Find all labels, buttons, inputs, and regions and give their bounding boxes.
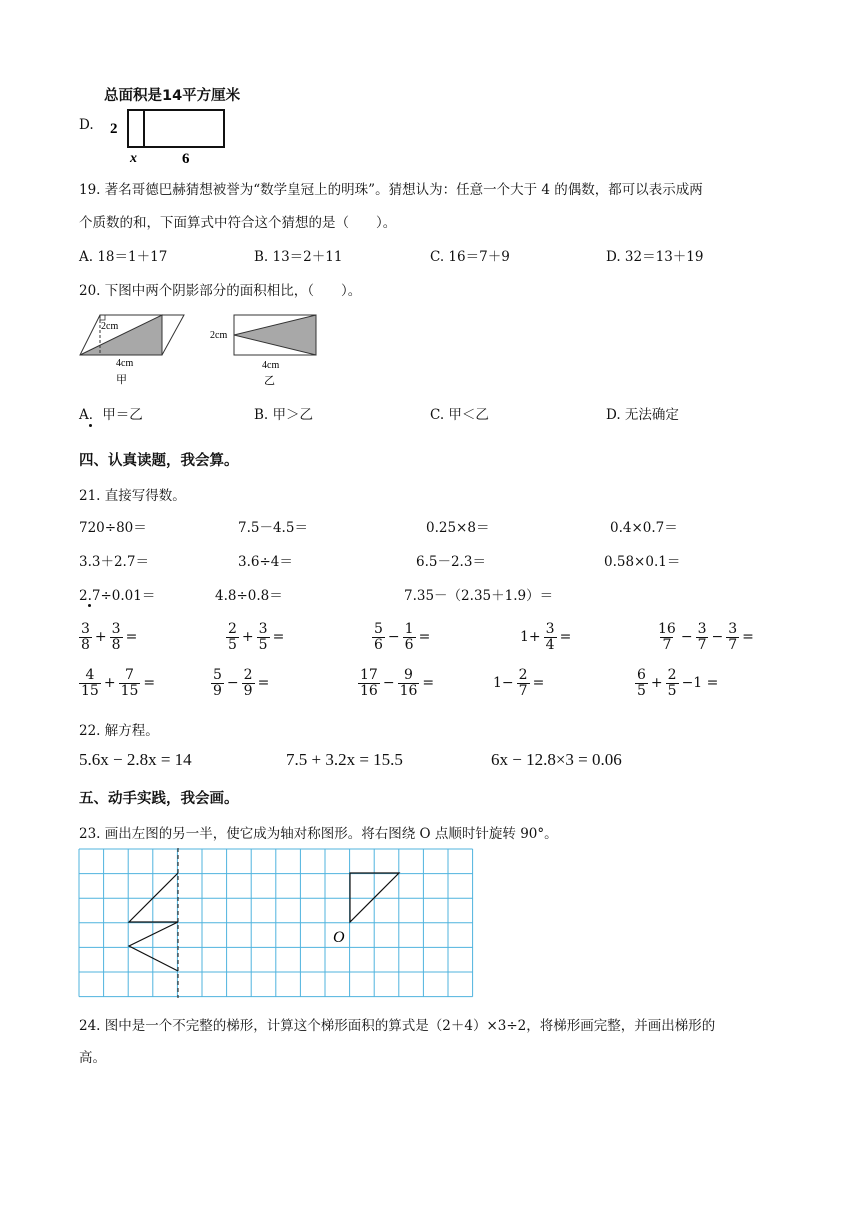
calc-item: 6.5－2.3＝	[416, 554, 486, 570]
drawing-grid	[78, 848, 474, 1000]
question-21-title: 21. 直接写得数。	[79, 488, 186, 504]
question-20: 20. 下图中两个阴影部分的面积相比，（ ）。	[79, 283, 362, 299]
question-23: 23. 画出左图的另一半，使它成为轴对称图形。将右图绕 O 点顺时针旋转 90°。	[79, 826, 558, 842]
fraction-expr: $\frac{16}{7}$ − $\frac{3}{7}$ − $\frac{3}{7}$ =	[658, 621, 754, 653]
figure-caption: 总面积是14平方厘米	[104, 88, 241, 104]
point-o-label: O	[333, 929, 345, 946]
x-label: x	[130, 151, 137, 166]
calc-item: 0.4×0.7＝	[610, 520, 678, 536]
calc-item: 0.58×0.1＝	[604, 554, 681, 570]
calc-item: 3.3＋2.7＝	[79, 554, 149, 570]
fraction-expr: $\frac{2}{5}$ + $\frac{3}{5}$ =	[228, 621, 285, 653]
section-title: 五、动手实践，我会画。	[79, 791, 239, 807]
option-a: A. 18＝1＋17	[79, 249, 168, 265]
fraction-expr: $\frac{6}{5}$ + $\frac{2}{5}$ −1 =	[637, 667, 719, 699]
question-24-line2: 高。	[79, 1050, 106, 1066]
calc-item: 4.8÷0.8＝	[215, 588, 283, 604]
option-letter: D.	[79, 117, 94, 133]
calc-item: 7.5－4.5＝	[238, 520, 308, 536]
fig2-base-label: 4cm	[262, 360, 280, 371]
fig1-base-label: 4cm	[116, 358, 134, 369]
question-24-line1: 24. 图中是一个不完整的梯形，计算这个梯形面积的算式是（2＋4）×3÷2，将梯形画完整，并画出梯形的	[79, 1018, 716, 1034]
fraction-expr: 1− $\frac{2}{7}$ =	[493, 667, 545, 699]
option-a: A．甲＝乙	[79, 407, 143, 423]
calc-item: 0.25×8＝	[426, 520, 490, 536]
fraction-expr: $\frac{5}{9}$ − $\frac{2}{9}$ =	[213, 667, 270, 699]
equation: 6x − 12.8×3 = 0.06	[491, 750, 622, 769]
section-title: 四、认真读题，我会算。	[79, 453, 239, 469]
calc-item: 2.7÷0.01＝	[79, 588, 156, 604]
fig2-height-label: 2cm	[210, 330, 228, 341]
calc-item: 720÷80＝	[79, 520, 147, 536]
option-b: B. 13＝2＋11	[254, 249, 343, 265]
fig1-height-label: 2cm	[101, 321, 119, 332]
question-19-line2: 个质数的和，下面算式中符合这个猜想的是（ ）。	[79, 215, 397, 231]
shaded-figures	[78, 310, 348, 390]
option-c: C. 甲＜乙	[430, 407, 489, 423]
option-b: B. 甲＞乙	[254, 407, 314, 423]
fig2-name: 乙	[264, 375, 275, 387]
option-c: C. 16＝7＋9	[430, 249, 510, 265]
bottom-label: 6	[182, 151, 190, 167]
calc-item: 3.6÷4＝	[238, 554, 293, 570]
fraction-expr: $\frac{3}{8}$ + $\frac{3}{8}$ =	[81, 621, 138, 653]
rectangle-figure	[100, 105, 240, 167]
fraction-expr: $\frac{5}{6}$ − $\frac{1}{6}$ =	[374, 621, 431, 653]
side-label: 2	[110, 121, 118, 137]
question-19-line1: 19. 著名哥德巴赫猜想被誉为“数学皇冠上的明珠”。猜想认为：任意一个大于 4 的偶数，都可以表示成两	[79, 182, 703, 198]
equation: 7.5 + 3.2x = 15.5	[286, 750, 403, 769]
fig1-name: 甲	[116, 374, 127, 386]
option-d: D. 32＝13＋19	[606, 249, 704, 265]
question-22-title: 22. 解方程。	[79, 723, 159, 739]
fraction-expr: $\frac{17}{16}$ − $\frac{9}{16}$ =	[360, 667, 435, 699]
calc-item: 7.35－（2.35＋1.9）＝	[404, 588, 554, 604]
option-d: D. 无法确定	[606, 407, 679, 423]
fraction-expr: 1+ $\frac{3}{4}$ =	[520, 621, 572, 653]
fraction-expr: $\frac{4}{15}$ + $\frac{7}{15}$ =	[81, 667, 156, 699]
equation: 5.6x − 2.8x = 14	[79, 750, 192, 769]
